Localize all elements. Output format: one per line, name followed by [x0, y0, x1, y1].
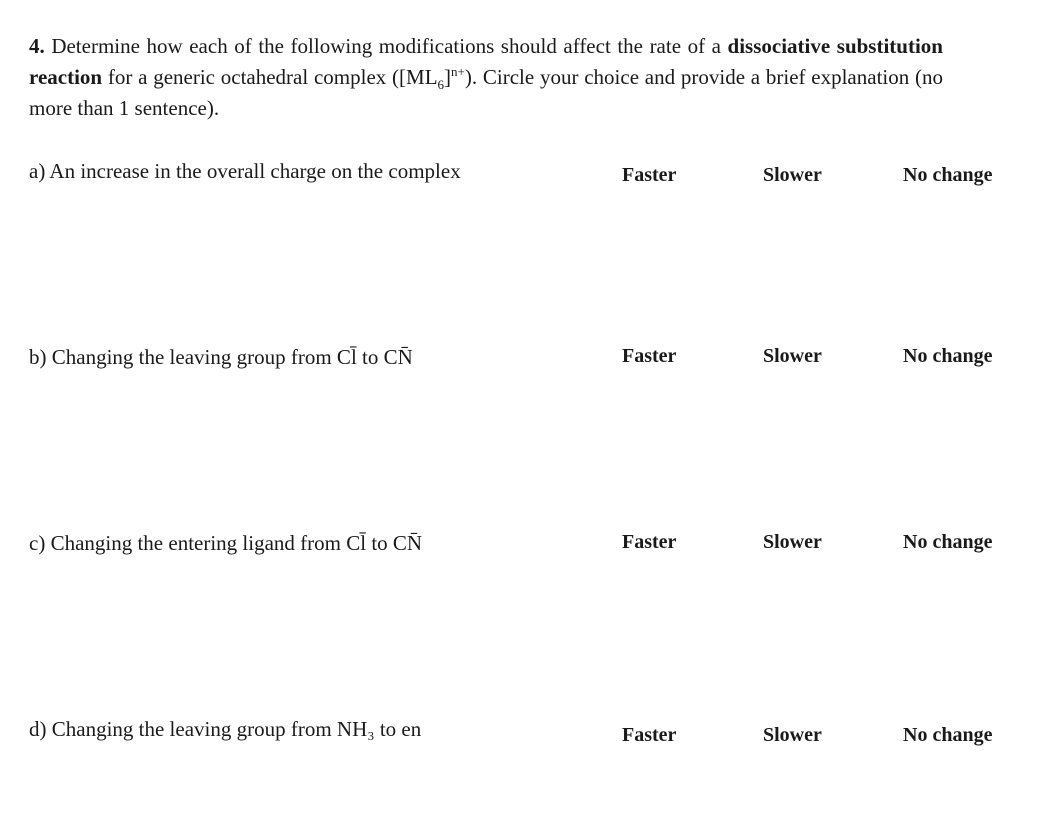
- choice-d-slower[interactable]: Slower: [763, 724, 822, 746]
- choice-b-slower[interactable]: Slower: [763, 345, 822, 367]
- question-d: d) Changing the leaving group from NH₃ to en: [29, 717, 422, 741]
- prompt-text-1: Determine how each of the following modifications should affect the rate of a: [44, 34, 728, 58]
- question-4-prompt: [29, 31, 943, 124]
- prompt-text-3: ]: [444, 65, 452, 89]
- question-b: b) Changing the leaving group from Cl̄ to CN̄: [29, 345, 413, 369]
- choice-a-faster[interactable]: Faster: [622, 164, 677, 186]
- question-c: c) Changing the entering ligand from Cl̄ to CN̄: [29, 531, 423, 555]
- choice-d-no-change[interactable]: No change: [903, 724, 993, 746]
- choice-b-no-change[interactable]: No change: [903, 345, 993, 367]
- question-number: 4.: [29, 34, 45, 58]
- choice-a-slower[interactable]: Slower: [763, 164, 822, 186]
- choice-c-no-change[interactable]: No change: [903, 531, 993, 553]
- formula-subscript: 6: [437, 77, 445, 93]
- prompt-text-2: for a generic octahedral complex ([ML: [102, 65, 438, 89]
- choice-d-faster[interactable]: Faster: [622, 724, 677, 746]
- prompt-bold-term: dissociative substitution reaction: [29, 34, 943, 89]
- choice-b-faster[interactable]: Faster: [622, 345, 677, 367]
- choice-c-faster[interactable]: Faster: [622, 531, 677, 553]
- formula-superscript: n+: [451, 64, 465, 79]
- choice-a-no-change[interactable]: No change: [903, 164, 993, 186]
- choice-c-slower[interactable]: Slower: [763, 531, 822, 553]
- prompt-text-4: ). Circle your choice and provide a brief explanation (no more than 1 sentence).: [29, 65, 943, 120]
- question-a: a) An increase in the overall charge on the complex: [29, 159, 461, 183]
